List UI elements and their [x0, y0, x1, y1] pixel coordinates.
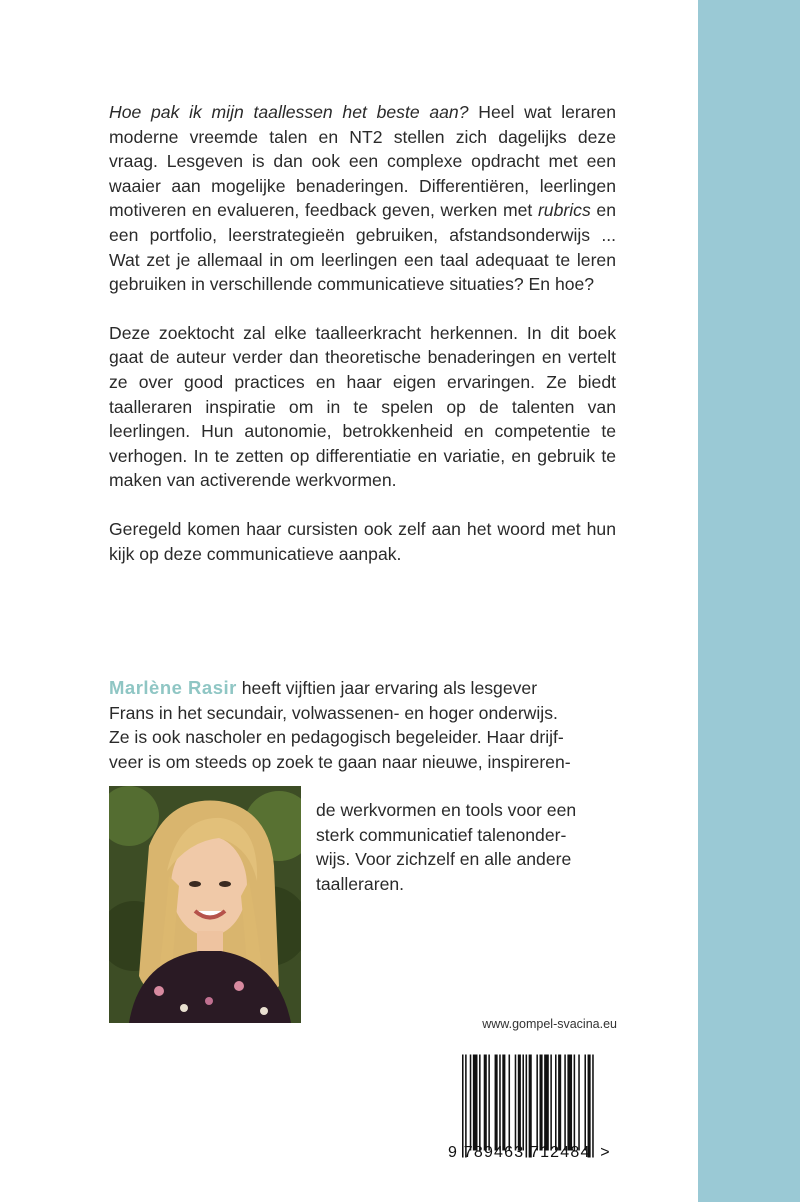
barcode-bar — [555, 1055, 557, 1151]
barcode-bar — [558, 1055, 561, 1151]
blurb-paragraph-2: Deze zoektocht zal elke taalleerkracht herkennen. In dit boek gaat de auteur verder dan theoretische benaderingen en vertelt ze over good practices en haar eigen ervaringen. Ze biedt taalleraren inspiratie om in te spelen op de talenten van leerlingen. Hun autonomie, betrokkenheid en competentie te verhogen. In te zetten op differentiatie en variatie, en gebruik te maken van activerende werkvormen. — [109, 322, 616, 491]
barcode-bar — [479, 1055, 481, 1151]
author-photo — [109, 786, 301, 1023]
barcode-bar — [470, 1055, 472, 1151]
bio-text: heeft vijftien jaar ervaring als lesgever — [236, 678, 538, 698]
bio-text: sterk communicatief talenonder- — [316, 824, 567, 845]
bio-text: Ze is ook nascholer en pedagogisch begeleider. Haar drijf- — [109, 727, 564, 748]
isbn-number: 9 789463 712484 — [448, 1144, 591, 1161]
barcode-bar — [584, 1055, 586, 1151]
isbn-digits — [448, 1144, 611, 1162]
barcode-bar — [592, 1055, 594, 1158]
barcode-bar — [588, 1055, 591, 1158]
back-cover-blurb — [109, 100, 616, 566]
barcode-bar — [509, 1055, 511, 1151]
blurb-text: Heel wat leraren moderne vreemde talen en NT2 stellen zich dagelijks deze vraag. Lesgeven is dan ook een complexe opdracht met een waaier aan mogelijke benaderingen. Differentiëren, leerlingen motiveren en evalueren, feedback geven, werken met — [109, 102, 617, 221]
barcode-bar — [526, 1055, 528, 1158]
blurb-paragraph-3: Geregeld komen haar cursisten ook zelf aan het woord met hun kijk op deze communicatieve aanpak. — [109, 518, 616, 564]
barcode-bar — [536, 1055, 538, 1151]
bio-text: taalleraren. — [316, 873, 405, 894]
barcode-bar — [473, 1055, 478, 1151]
blurb-question: Hoe pak ik mijn taallessen het beste aan? — [109, 102, 469, 122]
barcode-bar — [578, 1055, 580, 1151]
blurb-rubrics: rubrics — [537, 200, 591, 221]
barcode-bar — [540, 1055, 543, 1151]
barcode-bar — [499, 1055, 501, 1151]
barcode-bar — [564, 1055, 566, 1151]
barcode-bar — [465, 1055, 467, 1158]
bio-text: wijs. Voor zichzelf en alle andere — [316, 849, 572, 870]
barcode-bar — [488, 1055, 490, 1151]
publisher-url[interactable]: www.gompel-svacina.eu — [482, 1017, 617, 1031]
barcode-bar — [515, 1055, 517, 1151]
bio-text: de werkvormen en tools voor een — [316, 800, 577, 820]
blurb-text: en een portfolio, leerstrategieën gebruiken, afstandsonderwijs ... Wat zet je allemaal in om leerlingen een taal adequaat te leren gebruiken in verschillende communicatieve situaties? En hoe? — [109, 200, 616, 295]
author-bio — [109, 676, 616, 774]
author-name: Marlène Rasir — [109, 677, 237, 698]
isbn-marker: > — [600, 1144, 611, 1161]
cover-spine-band — [698, 0, 800, 1202]
barcode-bar — [544, 1055, 549, 1151]
barcode-bar — [567, 1055, 572, 1151]
author-bio-wrapped — [316, 798, 616, 896]
blurb-paragraph-1 — [109, 100, 616, 297]
barcode-bar — [518, 1055, 521, 1151]
barcode-bar — [502, 1055, 505, 1151]
barcode-bar — [529, 1055, 532, 1158]
barcode-bar — [574, 1055, 576, 1151]
bio-text: veer is om steeds op zoek te gaan naar nieuwe, inspireren- — [109, 751, 571, 772]
bio-text: Frans in het secundair, volwassenen- en hoger onderwijs. — [109, 702, 558, 723]
barcode-bar — [550, 1055, 552, 1151]
barcode-bar — [462, 1055, 464, 1158]
barcode-bar — [522, 1055, 524, 1151]
barcode-bar — [484, 1055, 487, 1151]
barcode-bar — [495, 1055, 498, 1151]
